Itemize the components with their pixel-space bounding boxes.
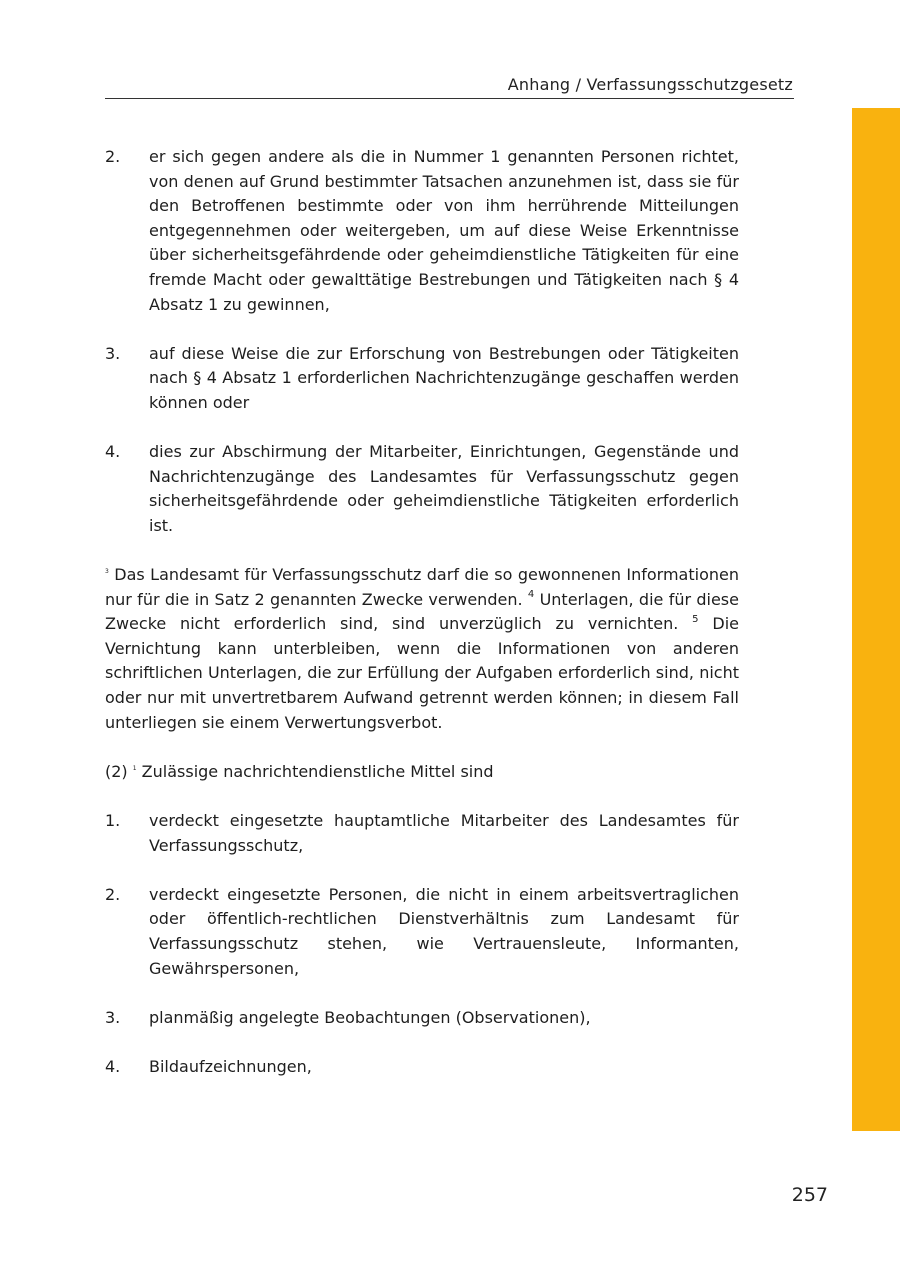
list-item-number: 3.	[105, 1007, 121, 1027]
list-item-number: 4.	[105, 442, 121, 462]
header-rule	[105, 98, 794, 99]
page-body	[105, 145, 739, 1104]
list-item	[105, 883, 739, 981]
list-item	[105, 809, 739, 858]
list-item-number: 4.	[105, 1056, 121, 1076]
list-item-text: verdeckt eingesetzte hauptamtliche Mitarbeiter des Landesamtes für Verfassungsschutz,	[149, 811, 739, 855]
page-number: 257	[791, 1184, 828, 1206]
body-paragraph	[105, 563, 739, 735]
sentence: Unterlagen, die für diese Zwecke nicht erforderlich sind, sind unverzüglich zu vernichten.	[105, 589, 739, 634]
list-item-number: 2.	[105, 884, 121, 904]
section-paragraph	[105, 760, 739, 785]
sentence: Das Landesamt für Verfassungsschutz darf die so gewonnenen Informationen nur für die in Satz 2 genannten Zwecke verwenden.	[105, 565, 739, 609]
running-header: Anhang / Verfassungsschutzgesetz	[507, 75, 793, 94]
list-item	[105, 342, 739, 416]
paragraph-label: (2)	[105, 761, 133, 781]
list-item	[105, 440, 739, 538]
section-accent-bar	[852, 108, 900, 1131]
sentence: Die Vernichtung kann unterbleiben, wenn die Informationen von anderen schriftlichen Unterlagen, die zur Erfüllung der Aufgaben erforderlich sind, nicht oder nur mit unvertretbarem Aufwand getrennt werden können; in diesem Fall unterliegen sie einem Verwertungsverbot.	[105, 614, 739, 732]
sentence-number: 3	[105, 567, 109, 575]
list-item-number: 1.	[105, 811, 121, 831]
list-item	[105, 1006, 739, 1031]
sentence-number: 4	[527, 589, 535, 601]
list-item-number: 2.	[105, 147, 121, 166]
list-item	[105, 1055, 739, 1080]
list-item-text: er sich gegen andere als die in Nummer 1 genannten Personen richtet, von denen auf Grund bestimmter Tatsachen anzunehmen ist, dass sie für den Betroffenen bestimmte oder von ihm herrührende Mitteilungen entgegennehmen oder weitergeben, um auf diese Weise Erkenntnisse über sicherheitsgefährdende oder geheimdienstliche Tätigkeiten für eine fremde Macht oder gewalttätige Bestrebungen und Tätigkeiten nach § 4 Absatz 1 zu gewinnen,	[149, 147, 739, 314]
list-item	[105, 145, 739, 317]
list-item-text: dies zur Abschirmung der Mitarbeiter, Einrichtungen, Gegenstände und Nachrichtenzugänge des Landesamtes für Verfassungsschutz gegen sicherheitsgefährdende oder geheimdienstliche Tätigkeiten erforderlich ist.	[149, 442, 739, 535]
list-item-number: 3.	[105, 343, 121, 363]
list-item-text: Bildaufzeichnungen,	[149, 1056, 312, 1076]
paragraph-text: Zulässige nachrichtendienstliche Mittel sind	[136, 761, 494, 781]
sentence-number: 5	[692, 613, 699, 625]
list-item-text: planmäßig angelegte Beobachtungen (Observationen),	[149, 1007, 591, 1027]
sentence-number: 1	[132, 764, 137, 772]
list-item-text: auf diese Weise die zur Erforschung von Bestrebungen oder Tätigkeiten nach § 4 Absatz 1 erforderlichen Nachrichtenzugänge geschaffen werden können oder	[149, 343, 739, 412]
list-item-text: verdeckt eingesetzte Personen, die nicht in einem arbeitsvertraglichen oder öffentlich-rechtlichen Dienstverhältnis zum Landesamt für Verfassungsschutz stehen, wie Vertrauensleute, Informanten, Gewährspersonen,	[149, 884, 739, 978]
